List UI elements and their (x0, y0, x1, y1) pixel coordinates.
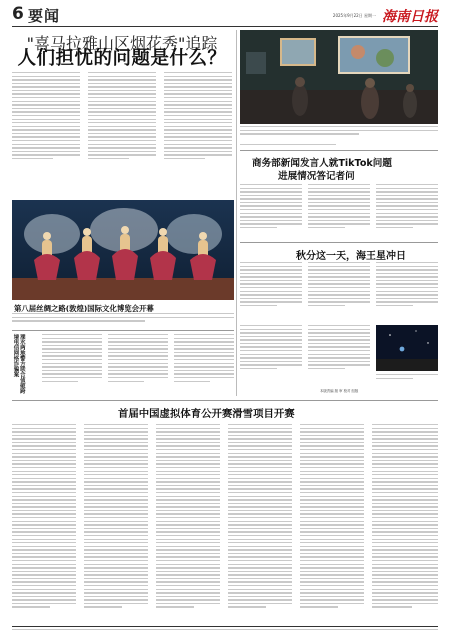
sports-body-col3 (156, 424, 220, 622)
section-name: 要闻 (28, 7, 61, 25)
dunhuang-photo (12, 200, 234, 300)
gallery-photo (240, 30, 438, 124)
autumn-headline: 秋分这一天，海王星冲日 (296, 251, 406, 262)
gallery-photo-art (240, 30, 438, 124)
tiktok-body-col1 (240, 184, 302, 240)
lead-body-col3 (164, 72, 232, 172)
dunhuang-photo-art (12, 200, 234, 300)
sky-caption (376, 374, 438, 384)
lead-kicker: "喜马拉雅山区烟花秀"追踪 (26, 34, 218, 53)
sports-body-col5 (300, 424, 364, 622)
footer-info (12, 629, 438, 635)
tiktok-body-col2 (308, 184, 370, 240)
sky-photo-art (376, 325, 438, 371)
lead-body-col2 (88, 72, 156, 172)
tiktok-headline-line1: 商务部新闻发言人就TikTok问题 (252, 158, 392, 169)
column-divider-main (236, 30, 237, 396)
right-mid-col1 (240, 325, 302, 385)
sports-body-col6 (372, 424, 438, 622)
lead-headline: 人们担忧的问题是什么？ (17, 48, 227, 69)
dunhuang-headline: 第八届丝绸之路(敦煌)国际文化博览会开幕 (14, 304, 154, 313)
dunhuang-caption (12, 313, 234, 327)
date-line: 2025年9月22日 星期一 (332, 13, 376, 18)
tiktok-body-col3 (376, 184, 438, 240)
tiktok-headline-line2: 进展情况答记者问 (278, 171, 355, 182)
side-top-rule (12, 330, 234, 331)
autumn-body-col1 (240, 262, 302, 322)
tiktok-top-rule (240, 150, 438, 151)
footer-editors: 本版责编 版 审 校对 组版 (320, 389, 359, 393)
sports-body-col1 (12, 424, 76, 622)
side-body-col1 (42, 334, 102, 396)
side-headline-box (12, 334, 38, 396)
sports-body-col2 (84, 424, 148, 622)
side-headline: 溧水两地警方联合侦破跨境电信网络诈骗案 (12, 334, 25, 394)
masthead (12, 4, 438, 26)
lead-body-col1 (12, 72, 80, 172)
side-body-col3 (174, 334, 234, 396)
autumn-body-col2 (308, 262, 370, 322)
sky-photo (376, 325, 438, 371)
sports-headline: 首届中国虚拟体育公开赛滑雪项目开赛 (118, 408, 295, 420)
gallery-caption (240, 126, 438, 140)
autumn-top-rule (240, 242, 438, 243)
masthead-rule (12, 26, 438, 27)
side-body-col2 (108, 334, 168, 396)
page-number: 6 (12, 4, 24, 24)
sports-top-rule (12, 400, 438, 401)
sports-body-col4 (228, 424, 292, 622)
autumn-body-col3 (376, 262, 438, 322)
brand-logo: 海南日报 (382, 9, 438, 25)
footer-rule (12, 626, 438, 627)
right-mid-col2 (308, 325, 370, 385)
